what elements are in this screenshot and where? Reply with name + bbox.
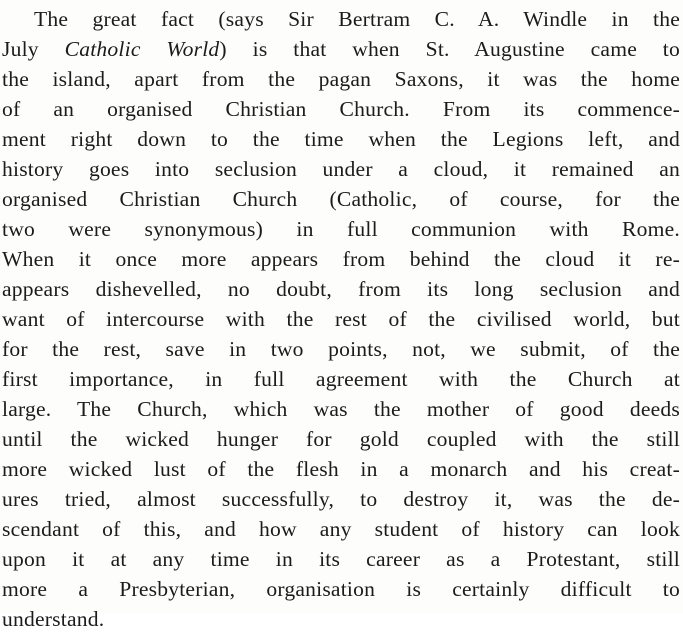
text-line: two were synonymous) in full communion with Rome. <box>2 217 680 241</box>
text-line: When it once more appears from behind the cloud it re- <box>2 247 680 271</box>
text-line: history goes into seclusion under a cloud, it remained an <box>2 157 680 181</box>
text-line: want of intercourse with the rest of the civilised world, but <box>2 307 680 331</box>
text-segment: ) is that when St. Augustine came to <box>219 37 680 61</box>
publication-title: Catholic World <box>64 37 220 61</box>
text-line: scendant of this, and how any student of history can look <box>2 517 680 541</box>
text-line: large. The Church, which was the mother of good deeds <box>2 397 680 421</box>
text-line: The great fact (says Sir Bertram C. A. Windle in the <box>34 7 680 31</box>
text-line: ures tried, almost successfully, to destroy it, was the de- <box>2 487 680 511</box>
text-line: upon it at any time in its career as a Protestant, still <box>2 547 680 571</box>
text-line: appears dishevelled, no doubt, from its long seclusion and <box>2 277 680 301</box>
text-line: of an organised Christian Church. From its commence- <box>2 97 680 121</box>
text-line: understand. <box>2 607 105 631</box>
text-line: for the rest, save in two points, not, we submit, of the <box>2 337 680 361</box>
text-line: first importance, in full agreement with the Church at <box>2 367 680 391</box>
text-segment: July <box>2 37 65 61</box>
text-line: the island, apart from the pagan Saxons, it was the home <box>2 67 680 91</box>
text-line: more wicked lust of the flesh in a monarch and his creat- <box>2 457 680 481</box>
text-line <box>2 34 680 64</box>
article-paragraph <box>2 4 680 634</box>
text-line: ment right down to the time when the Legions left, and <box>2 127 680 151</box>
text-line: organised Christian Church (Catholic, of course, for the <box>2 187 680 211</box>
text-line: more a Presbyterian, organisation is certainly difficult to <box>2 577 680 601</box>
text-line: until the wicked hunger for gold coupled with the still <box>2 427 680 451</box>
